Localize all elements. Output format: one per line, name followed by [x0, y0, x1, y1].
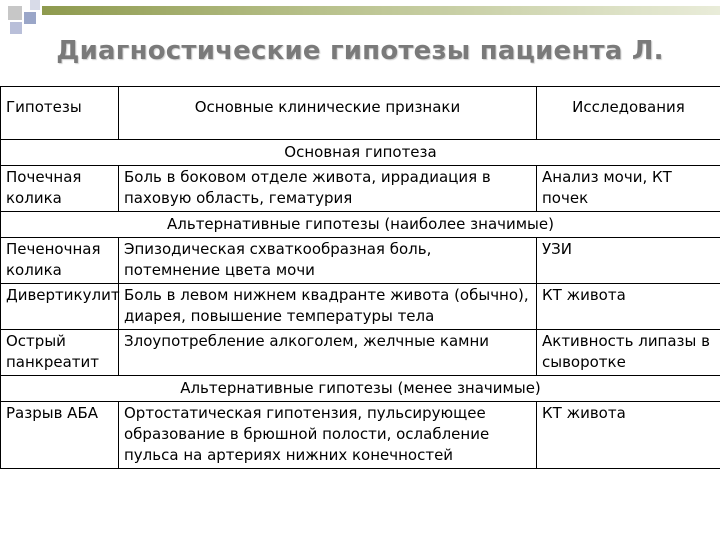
signs-cell: Ортостатическая гипотензия, пульсирующее образование в брюшной полости, ослабление пульса на артериях нижних конечностей: [119, 402, 537, 469]
hypothesis-cell: Острый панкреатит: [1, 330, 119, 376]
tests-cell: УЗИ: [537, 238, 720, 284]
hypothesis-cell: Разрыв АБА: [1, 402, 119, 469]
decor-square: [24, 12, 36, 24]
decor-square: [30, 0, 40, 10]
tests-cell: КТ живота: [537, 402, 720, 469]
header-bar: [42, 6, 720, 15]
header-hypotheses: Гипотезы: [1, 87, 119, 140]
table-row: [1, 238, 720, 284]
header-tests: Исследования: [537, 87, 720, 140]
section-row: [1, 376, 720, 402]
table-row: [1, 330, 720, 376]
tests-cell: Анализ мочи, КТ почек: [537, 166, 720, 212]
header-clinical-signs: Основные клинические признаки: [119, 87, 537, 140]
slide-title: Диагностические гипотезы пациента Л.: [56, 36, 664, 66]
signs-cell: Эпизодическая схваткообразная боль, потемнение цвета мочи: [119, 238, 537, 284]
hypotheses-table: [0, 86, 720, 469]
table-row: [1, 166, 720, 212]
section-label-alt-minor: Альтернативные гипотезы (менее значимые): [1, 376, 720, 402]
hypothesis-cell: Почечная колика: [1, 166, 119, 212]
section-row: [1, 212, 720, 238]
section-label-alt-major: Альтернативные гипотезы (наиболее значимые): [1, 212, 720, 238]
signs-cell: Боль в боковом отделе живота, иррадиация в паховую область, гематурия: [119, 166, 537, 212]
tests-cell: КТ живота: [537, 284, 720, 330]
table-header-row: [1, 87, 720, 140]
table-row: [1, 402, 720, 469]
tests-cell: Активность липазы в сыворотке: [537, 330, 720, 376]
section-label-main: Основная гипотеза: [1, 140, 720, 166]
table-row: [1, 284, 720, 330]
section-row: [1, 140, 720, 166]
decor-square: [10, 22, 22, 34]
signs-cell: Боль в левом нижнем квадранте живота (обычно), диарея, повышение температуры тела: [119, 284, 537, 330]
hypothesis-cell: Печеночная колика: [1, 238, 119, 284]
signs-cell: Злоупотребление алкоголем, желчные камни: [119, 330, 537, 376]
decor-square: [8, 6, 22, 20]
hypothesis-cell: Дивертикулит: [1, 284, 119, 330]
